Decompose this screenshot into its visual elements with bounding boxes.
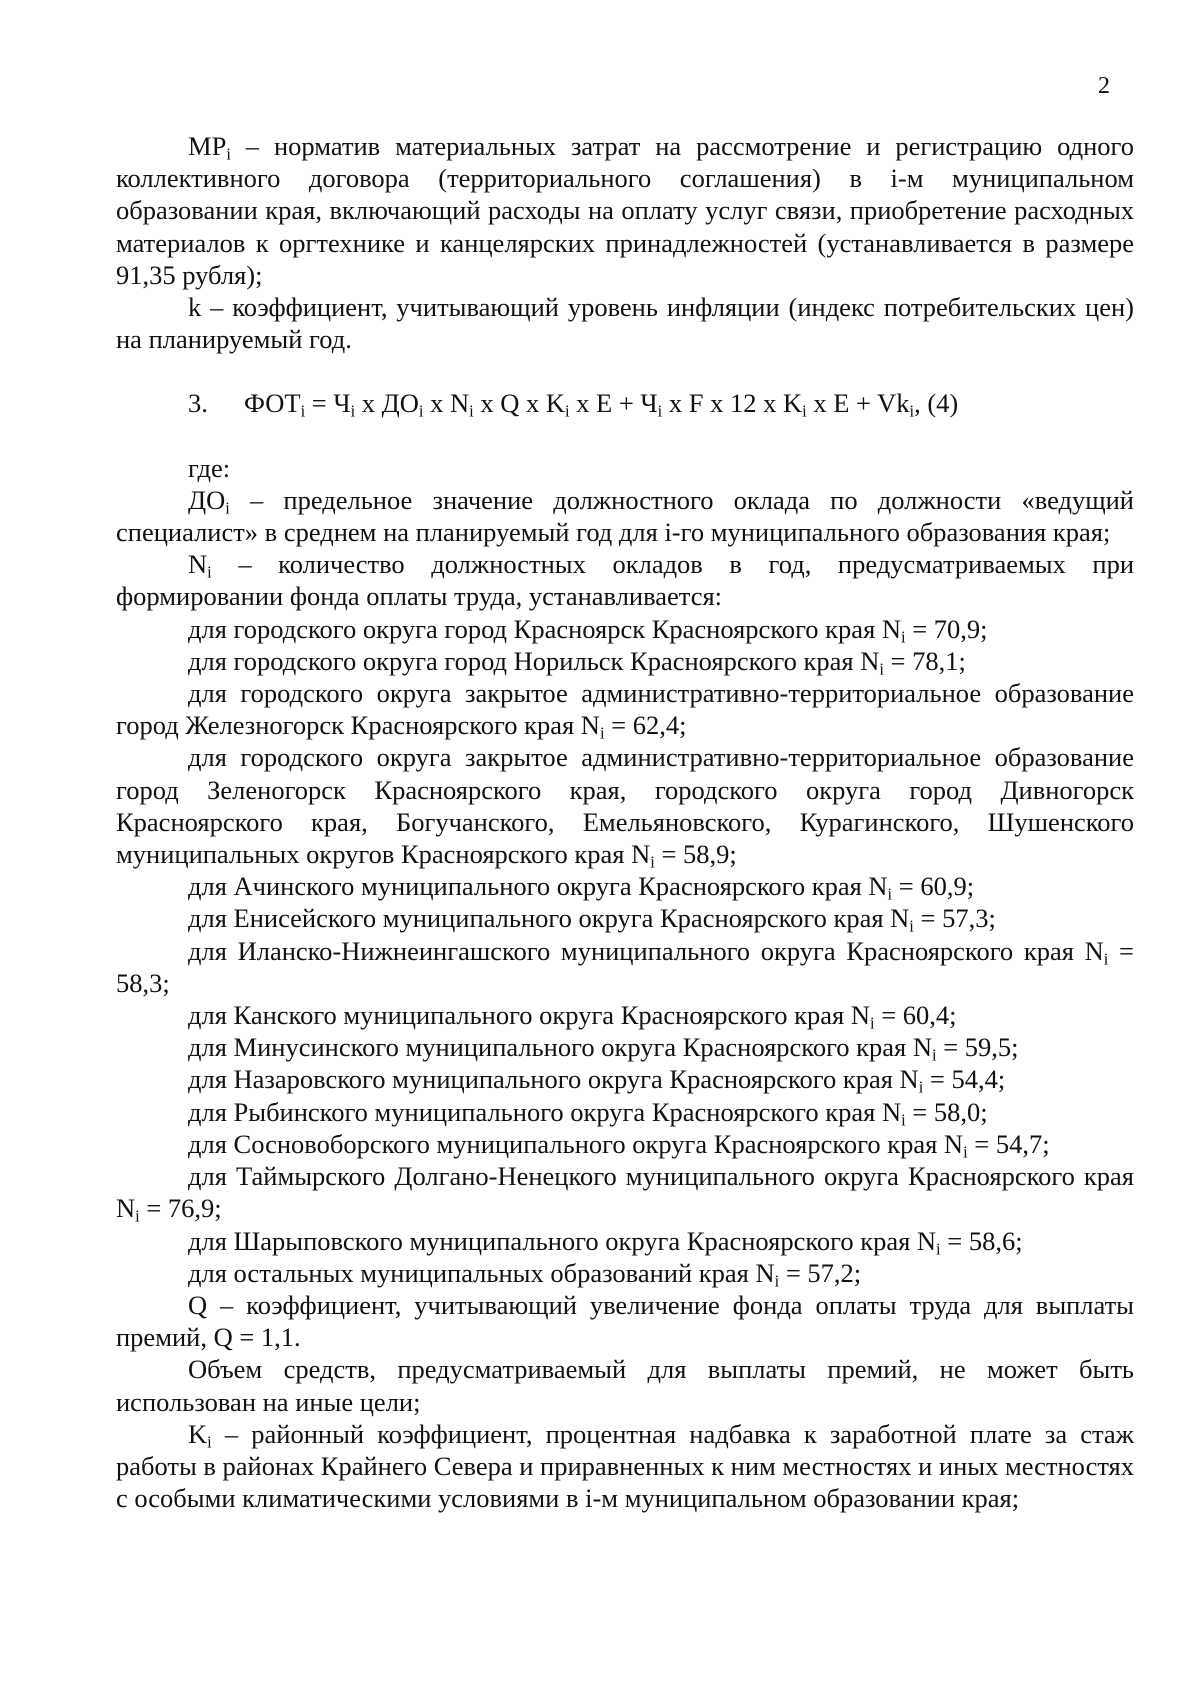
list-item-text: для Енисейского муниципального округа Красноярского края N	[188, 903, 910, 934]
list-item-value: = 78,1;	[883, 645, 966, 676]
list-item	[116, 741, 1134, 870]
document-body	[116, 130, 1134, 1514]
list-item-subscript: i	[901, 1110, 906, 1130]
list-item-text: для городского округа закрытое административно-территориальное образование город Зеленогорск Красноярского края, городского округа город Дивногорск Красноярского края, Богучанского, Емельяновского, Курагинского, Шушенского муниципальных округов Красноярского края N	[116, 742, 1134, 870]
list-item-value: = 54,4;	[923, 1064, 1006, 1095]
paragraph-bonus-volume: Объем средств, предусматриваемый для выплаты премий, не может быть использован на иные цели;	[116, 1354, 1134, 1417]
list-item	[116, 1257, 1134, 1289]
list-item-subscript: i	[1103, 949, 1109, 969]
paragraph-do-definition	[116, 484, 1134, 548]
list-item-subscript: i	[879, 659, 884, 679]
list-item	[116, 1031, 1134, 1063]
formula-term: = Ч	[305, 388, 351, 419]
list-item	[116, 1063, 1134, 1098]
list-item-text: для городского округа закрытое административно-территориальное образование город Железногорск Красноярского края N	[116, 678, 1134, 741]
formula-sub: i	[350, 402, 356, 422]
list-item	[116, 999, 1134, 1031]
mp-subscript: i	[226, 144, 231, 164]
list-item	[116, 902, 1134, 937]
list-item-subscript: i	[774, 1271, 780, 1291]
list-item-subscript: i	[909, 917, 914, 937]
list-item	[116, 677, 1134, 741]
list-item-value: = 59,5;	[936, 1032, 1019, 1063]
formula-sub: i	[657, 402, 663, 422]
do-text: – предельное значение должностного оклада по должности «ведущий специалист» в среднем на планируемый год для i-го муниципального образования края;	[116, 484, 1134, 548]
list-item-value: = 58,0;	[905, 1096, 988, 1127]
formula-term: x E + Vk	[806, 388, 910, 419]
list-item-value: = 62,4;	[604, 710, 687, 741]
formula-lhs: ФОТ	[244, 388, 301, 419]
list-item-text: для городского округа город Красноярск Красноярского края N	[188, 613, 902, 644]
list-item-text: для Таймырского Долгано-Ненецкого муниципального округа Красноярского края N	[116, 1161, 1134, 1224]
n-text: – количество должностных окладов в год, предусматриваемых при формировании фонда оплаты труда, устанавливается:	[116, 549, 1134, 612]
list-item	[116, 1225, 1134, 1257]
list-item-text: для городского округа город Норильск Красноярского края N	[188, 645, 880, 676]
paragraph-mp-definition	[116, 130, 1134, 291]
n-values-list	[116, 613, 1134, 1289]
list-item-subscript: i	[936, 1239, 941, 1259]
do-subscript: i	[225, 498, 230, 518]
list-item	[116, 645, 1134, 677]
list-item-text: для Ачинского муниципального округа Красноярского края N	[188, 871, 888, 902]
formula-sub: i	[909, 402, 915, 422]
formula-term: x E + Ч	[569, 388, 658, 419]
list-item-text: для Шарыповского муниципального округа Красноярского края N	[188, 1225, 937, 1256]
list-item	[116, 1128, 1134, 1160]
list-item-value: = 70,9;	[905, 613, 988, 644]
formula-end: , (4)	[914, 388, 959, 419]
list-item	[116, 613, 1134, 645]
list-item-subscript: i	[887, 884, 893, 904]
list-item-text: для Сосновоборского муниципального округа Красноярского края N	[188, 1128, 964, 1159]
page-number: 2	[1098, 73, 1110, 99]
list-item-subscript: i	[901, 627, 906, 647]
paragraph-q-definition: Q – коэффициент, учитывающий увеличение фонда оплаты труда для выплаты премий, Q = 1,1.	[116, 1289, 1134, 1353]
formula-sub: i	[300, 402, 306, 422]
n-symbol: N	[188, 549, 208, 580]
list-item-value: = 60,4;	[874, 1000, 957, 1031]
formula-term: x N	[423, 388, 470, 419]
mp-text: – норматив материальных затрат на рассмотрение и регистрацию одного коллективного договора (территориального соглашения) в i-м муниципальном образовании края, включающий расходы на оплату услуг связи, приобретение расходных материалов к оргтехнике и канцелярских принадлежностей (устанавливается в размере 91,35 рубля);	[116, 131, 1134, 290]
list-item	[116, 1096, 1134, 1128]
list-item	[116, 935, 1134, 999]
formula-term: x Q x K	[473, 388, 565, 419]
k-subscript: i	[207, 1432, 212, 1452]
list-item-subscript: i	[918, 1078, 924, 1098]
mp-symbol: MP	[188, 131, 227, 161]
list-item-value: = 58,6;	[940, 1225, 1023, 1256]
list-item-text: для Иланско-Нижнеингашского муниципального округа Красноярского края N	[188, 935, 1104, 966]
paragraph-n-definition	[116, 548, 1134, 612]
paragraph-k-inflation: k – коэффициент, учитывающий уровень инфляции (индекс потребительских цен) на планируемый год.	[116, 292, 1134, 355]
list-item-value: = 57,2;	[779, 1257, 862, 1288]
list-item-text: для Рыбинского муниципального округа Красноярского края N	[188, 1096, 902, 1127]
list-item-value: = 58,9;	[654, 839, 737, 870]
list-item-text: для Назаровского муниципального округа Красноярского края N	[188, 1064, 919, 1095]
n-subscript: i	[207, 562, 212, 582]
do-symbol: ДО	[188, 484, 226, 515]
k-text: – районный коэффициент, процентная надбавка к заработной плате за стаж работы в районах Крайнего Севера и приравненных к ним местностях и иных местностях с особыми климатическими условиями в i-м муниципальном образовании края;	[116, 1418, 1134, 1514]
list-item-value: = 76,9;	[139, 1193, 222, 1224]
formula-sub: i	[802, 402, 807, 422]
list-item	[116, 1160, 1134, 1224]
formula-number: 3.	[188, 388, 208, 419]
paragraph-k-district	[116, 1418, 1134, 1515]
list-item-subscript: i	[135, 1206, 140, 1226]
paragraph-where: где:	[188, 452, 231, 483]
list-item-subscript: i	[932, 1045, 937, 1065]
formula-sub: i	[418, 402, 424, 422]
list-item	[116, 870, 1134, 902]
formula-term: x ДО	[355, 388, 419, 419]
list-item-value: = 60,9;	[892, 871, 975, 902]
formula-sub: i	[469, 402, 474, 422]
list-item-value: = 54,7;	[967, 1128, 1050, 1159]
formula-sub: i	[564, 402, 570, 422]
list-item-text: для остальных муниципальных образований края N	[188, 1257, 775, 1288]
list-item-text: для Минусинского муниципального округа Красноярского края N	[188, 1032, 933, 1063]
list-item-subscript: i	[963, 1142, 968, 1162]
k-symbol: K	[188, 1418, 208, 1449]
list-item-text: для Канского муниципального округа Красноярского края N	[188, 1000, 870, 1031]
list-item-subscript: i	[599, 723, 605, 743]
list-item-subscript: i	[869, 1013, 875, 1033]
list-item-value: = 58,3;	[116, 935, 1134, 998]
formula-term: x F x 12 x K	[662, 388, 803, 419]
list-item-value: = 57,3;	[913, 903, 996, 934]
list-item-subscript: i	[650, 852, 655, 872]
formula-fot	[116, 387, 1134, 422]
